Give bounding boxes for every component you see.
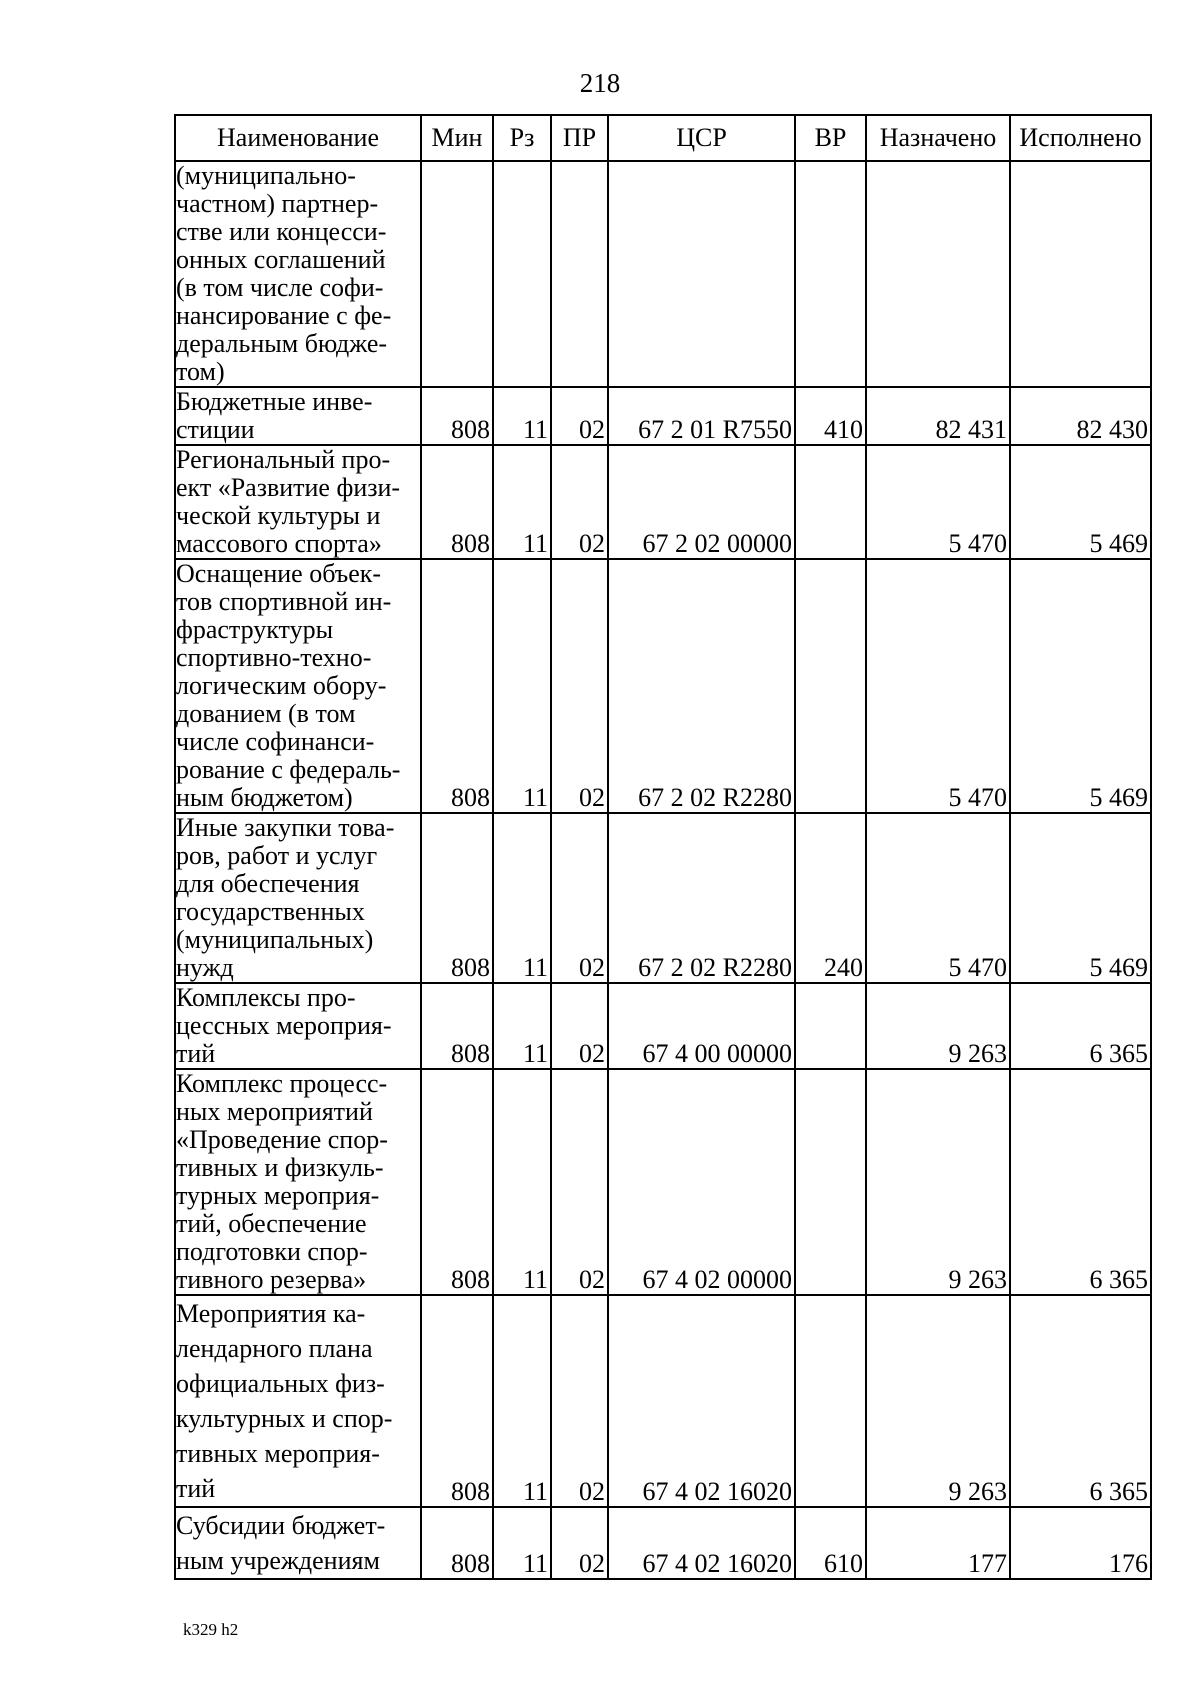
table-row [175, 1295, 1151, 1507]
row-min: 808 [421, 387, 493, 445]
row-pr: 02 [551, 983, 608, 1069]
row-executed: 6 365 [1010, 983, 1151, 1069]
header-min: Мин [421, 115, 493, 161]
row-csr: 67 4 02 00000 [608, 1069, 795, 1295]
header-rz: Рз [493, 115, 551, 161]
row-csr: 67 4 02 16020 [608, 1295, 795, 1507]
row-vr [795, 983, 866, 1069]
table-row [175, 445, 1151, 559]
row-name [175, 1295, 421, 1507]
row-executed: 5 469 [1010, 559, 1151, 813]
header-name: Наименование [175, 115, 421, 161]
row-assigned [866, 161, 1010, 387]
row-min: 808 [421, 1069, 493, 1295]
table-row [175, 1507, 1151, 1579]
row-csr: 67 2 02 R2280 [608, 813, 795, 983]
row-rz: 11 [493, 1069, 551, 1295]
row-pr: 02 [551, 387, 608, 445]
row-vr [795, 559, 866, 813]
row-name-text: (муниципально- частном) партнер- стве или концесси- онных соглашений (в том числе софи- нансирование с фе- деральным бюдже- том) [176, 161, 392, 386]
page-number: 218 [579, 68, 621, 98]
row-pr: 02 [551, 559, 608, 813]
table-header-row [175, 115, 1151, 161]
row-rz: 11 [493, 983, 551, 1069]
row-csr: 67 2 02 R2280 [608, 559, 795, 813]
header-csr: ЦСР [608, 115, 795, 161]
row-pr: 02 [551, 1295, 608, 1507]
row-executed: 5 469 [1010, 445, 1151, 559]
row-vr: 240 [795, 813, 866, 983]
row-vr: 610 [795, 1507, 866, 1579]
row-pr: 02 [551, 813, 608, 983]
table-row [175, 813, 1151, 983]
row-csr: 67 2 01 R7550 [608, 387, 795, 445]
footer-code: k329 h2 [183, 1620, 239, 1639]
row-assigned: 5 470 [866, 559, 1010, 813]
row-assigned: 5 470 [866, 445, 1010, 559]
row-rz: 11 [493, 813, 551, 983]
row-vr: 410 [795, 387, 866, 445]
row-name-text: Оснащение объек- тов спортивной ин- фраструктуры спортивно-техно- логическим обору- дованием (в том числе софинанси- рование с федераль- ным бюджетом) [176, 559, 401, 812]
header-executed: Исполнено [1010, 115, 1151, 161]
row-min: 808 [421, 1507, 493, 1579]
row-rz: 11 [493, 445, 551, 559]
row-vr [795, 445, 866, 559]
row-executed: 6 365 [1010, 1295, 1151, 1507]
row-rz: 11 [493, 387, 551, 445]
row-name [175, 559, 421, 813]
row-executed: 176 [1010, 1507, 1151, 1579]
row-min: 808 [421, 1295, 493, 1507]
row-min: 808 [421, 813, 493, 983]
row-pr: 02 [551, 445, 608, 559]
row-name [175, 1069, 421, 1295]
row-name-text: Региональный про- ект «Развитие физи- ческой культуры и массового спорта» [176, 445, 401, 558]
row-name [175, 161, 421, 387]
row-min: 808 [421, 445, 493, 559]
row-rz [493, 161, 551, 387]
row-rz: 11 [493, 1507, 551, 1579]
row-min [421, 161, 493, 387]
row-executed: 5 469 [1010, 813, 1151, 983]
row-name [175, 387, 421, 445]
table-row [175, 161, 1151, 387]
budget-table [174, 114, 1152, 1580]
row-name-text: Комплекс процесс- ных мероприятий «Проведение спор- тивных и физкуль- турных мероприя- тий, обеспечение подготовки спор- тивного резерва» [176, 1069, 388, 1294]
row-name-text: Бюджетные инве- стиции [176, 387, 373, 444]
row-pr: 02 [551, 1069, 608, 1295]
row-min: 808 [421, 983, 493, 1069]
row-name-text: Иные закупки това- ров, работ и услуг для обеспечения государственных (муниципальных) нужд [176, 813, 395, 982]
row-assigned: 5 470 [866, 813, 1010, 983]
table-row [175, 387, 1151, 445]
row-rz: 11 [493, 1295, 551, 1507]
row-name [175, 1507, 421, 1579]
row-rz: 11 [493, 559, 551, 813]
row-executed: 6 365 [1010, 1069, 1151, 1295]
row-csr: 67 4 00 00000 [608, 983, 795, 1069]
row-vr [795, 161, 866, 387]
row-vr [795, 1069, 866, 1295]
header-assigned: Назначено [866, 115, 1010, 161]
row-csr: 67 4 02 16020 [608, 1507, 795, 1579]
row-name-text: Комплексы про- цессных мероприя- тий [176, 983, 392, 1068]
row-pr [551, 161, 608, 387]
row-assigned: 9 263 [866, 1069, 1010, 1295]
row-assigned: 177 [866, 1507, 1010, 1579]
row-vr [795, 1295, 866, 1507]
row-assigned: 9 263 [866, 983, 1010, 1069]
row-name [175, 445, 421, 559]
row-min: 808 [421, 559, 493, 813]
row-name [175, 983, 421, 1069]
row-executed [1010, 161, 1151, 387]
row-csr: 67 2 02 00000 [608, 445, 795, 559]
row-name [175, 813, 421, 983]
table-row [175, 983, 1151, 1069]
row-csr [608, 161, 795, 387]
table-row [175, 1069, 1151, 1295]
table-row [175, 559, 1151, 813]
row-name-text: Субсидии бюджет- ным учреждениям [176, 1511, 386, 1575]
row-pr: 02 [551, 1507, 608, 1579]
row-assigned: 9 263 [866, 1295, 1010, 1507]
row-assigned: 82 431 [866, 387, 1010, 445]
header-pr: ПР [551, 115, 608, 161]
header-vr: ВР [795, 115, 866, 161]
row-name-text: Мероприятия ка- лендарного плана официальных физ- культурных и спор- тивных мероприя- тий [176, 1299, 393, 1503]
row-executed: 82 430 [1010, 387, 1151, 445]
